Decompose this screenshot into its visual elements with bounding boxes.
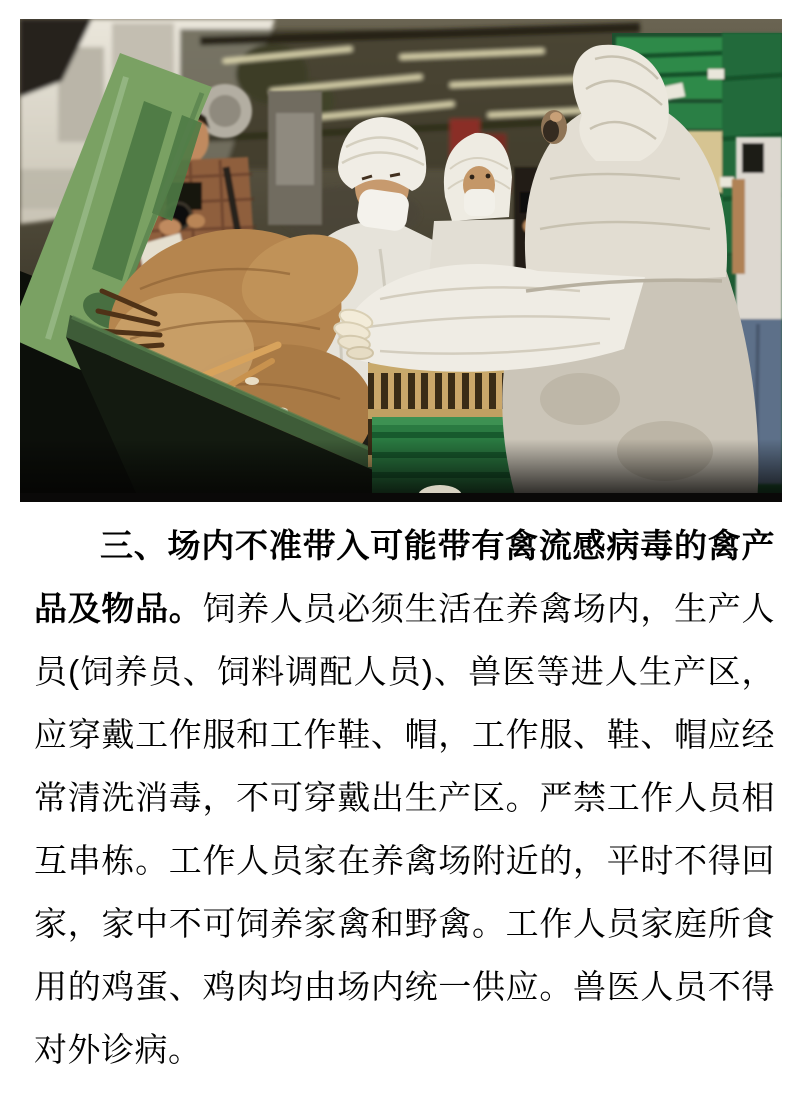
- paragraph-lead-bold: 三、场内不准带入可能带有禽流感病毒的禽产品及物品。: [34, 527, 775, 627]
- photo-bottom-edge: [20, 493, 782, 502]
- photo-bottom-shadow: [20, 439, 782, 502]
- article-paragraph: [34, 514, 775, 1081]
- photo-illustration: [20, 19, 782, 502]
- article-body: [34, 514, 775, 1081]
- poultry-culling-photo: [20, 19, 782, 502]
- paragraph-text: 饲养人员必须生活在养禽场内，生产人员(饲养员、饲料调配人员)、兽医等进人生产区，应穿戴工作服和工作鞋、帽，工作服、鞋、帽应经常清洗消毒，不可穿戴出生产区。严禁工作人员相互串栋。工作人员家在养禽场附近的，平时不得回家，家中不可饲养家禽和野禽。工作人员家庭所食用的鸡蛋、鸡肉均由场内统一供应。兽医人员不得对外诊病。: [34, 590, 776, 1068]
